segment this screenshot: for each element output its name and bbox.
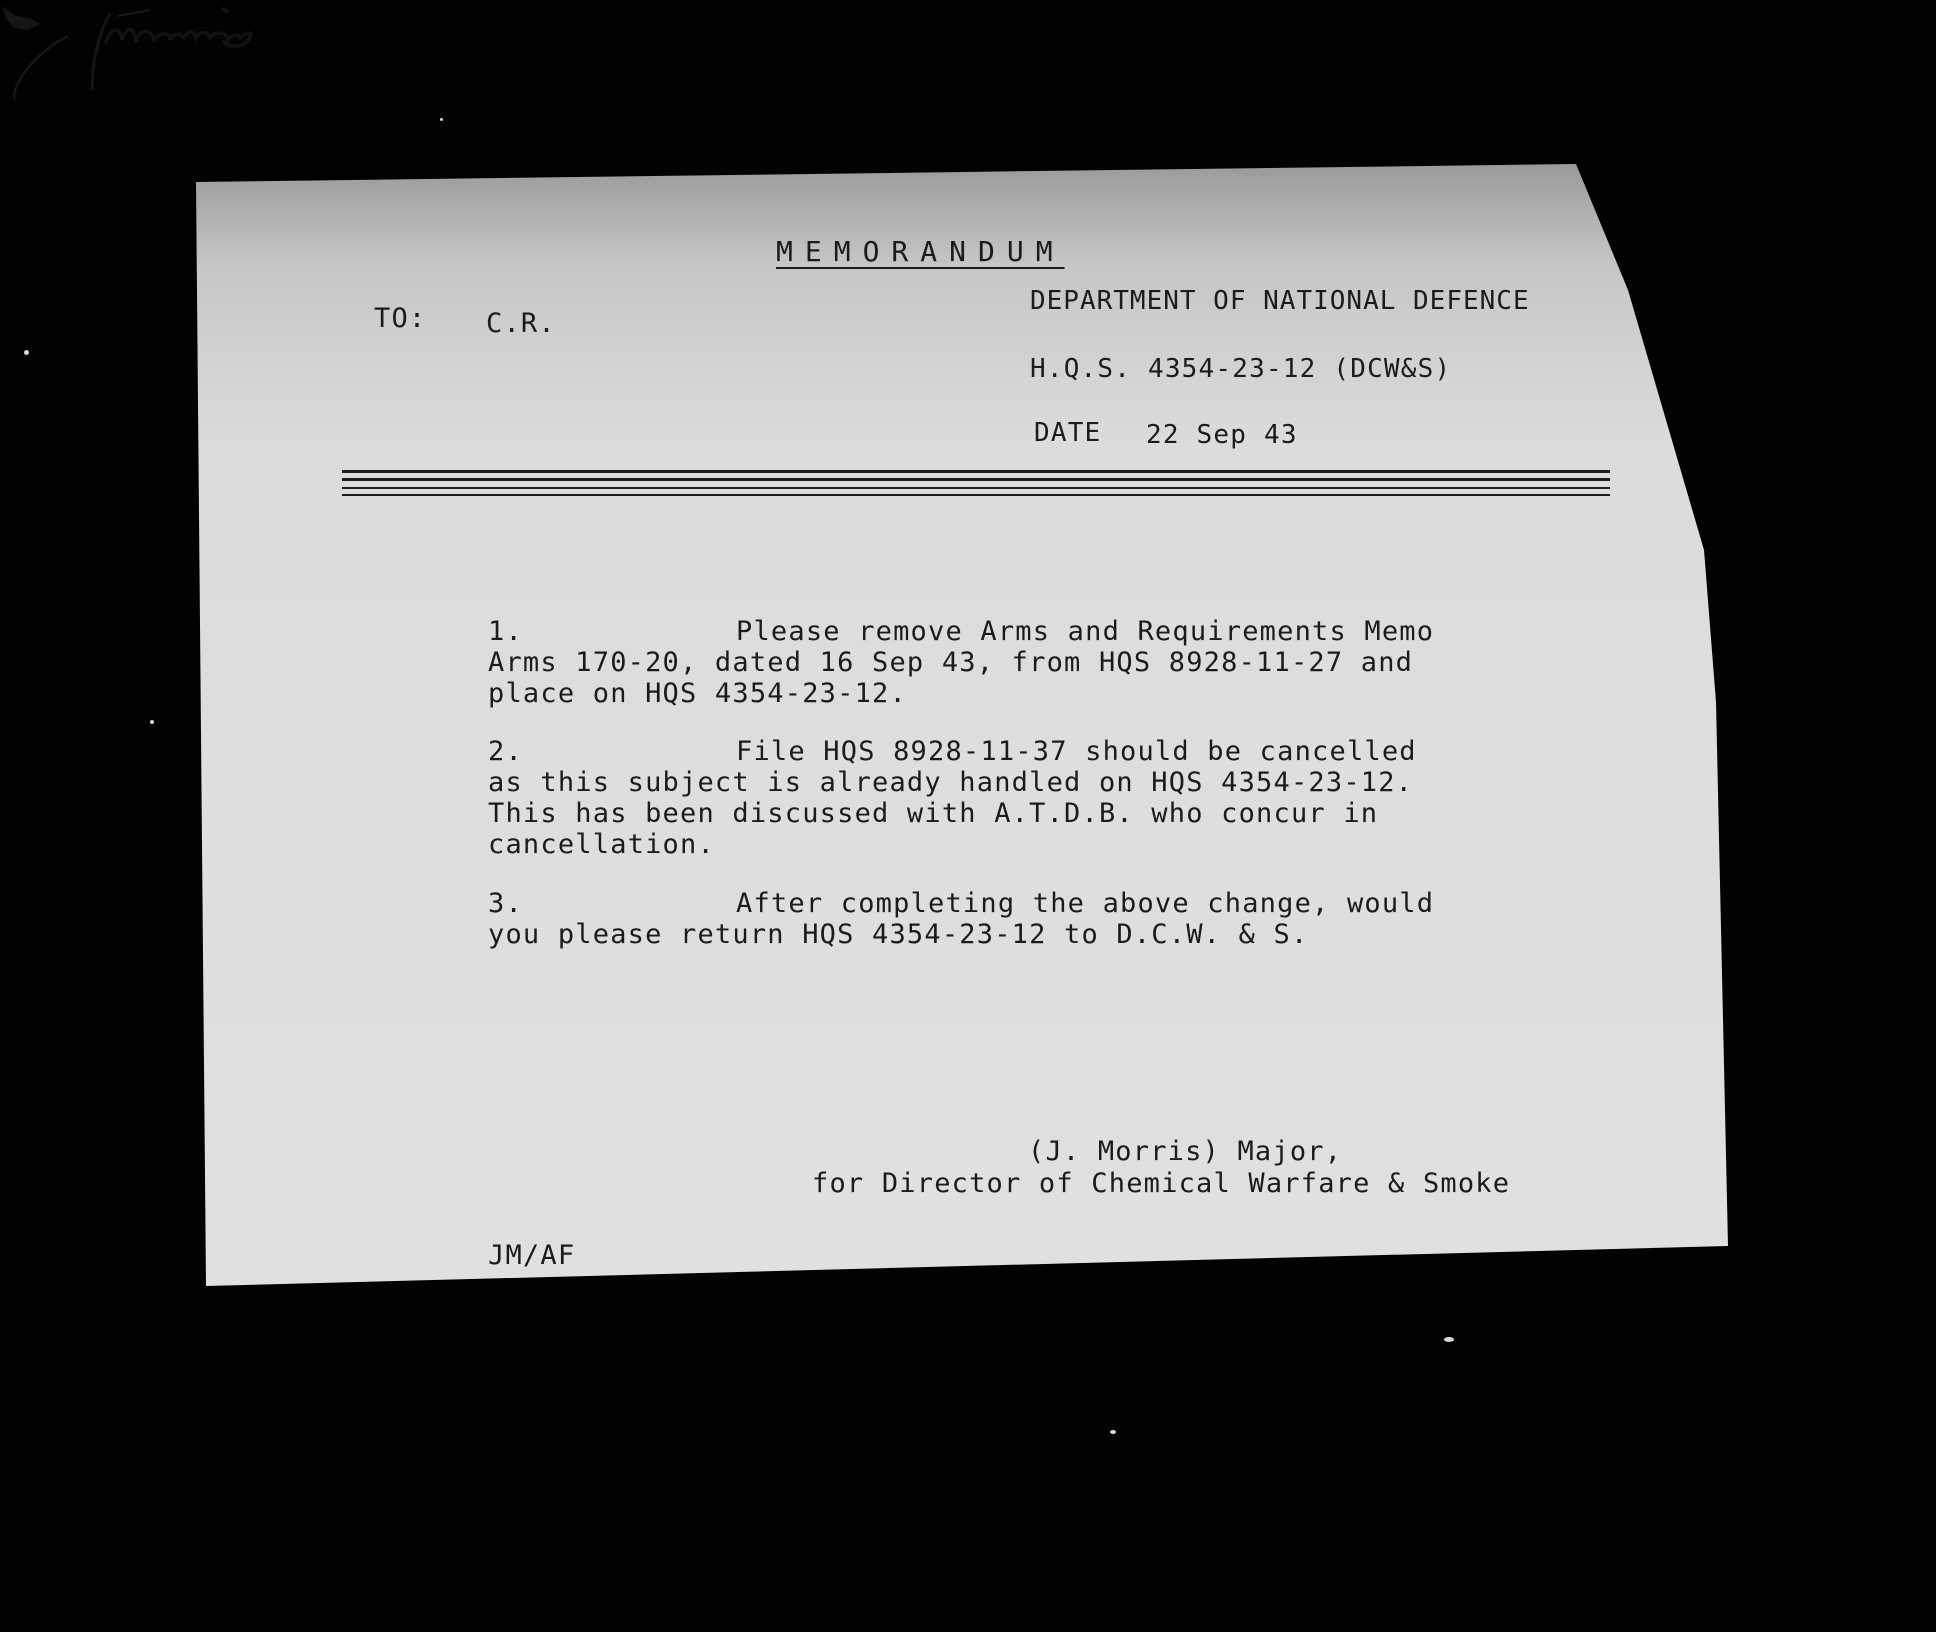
header-divider-rule: [342, 487, 1610, 489]
to-recipient: C.R.: [486, 308, 556, 339]
date-value: 22 Sep 43: [1146, 420, 1298, 450]
paragraph-line: Please remove Arms and Requirements Memo: [736, 616, 1435, 647]
paragraph-line: Arms 170-20, dated 16 Sep 43, from HQS 8928-11-27 and: [488, 647, 1414, 678]
paragraph-number: 1.: [488, 616, 523, 647]
department-name: DEPARTMENT OF NATIONAL DEFENCE: [1030, 286, 1530, 316]
memo-title: MEMORANDUM: [776, 235, 1065, 268]
handwritten-signature: [0, 0, 340, 110]
date-label: DATE: [1034, 418, 1102, 448]
paragraph-line: After completing the above change, would: [736, 888, 1435, 919]
header-divider-rule: [342, 494, 1610, 496]
paragraph-line: place on HQS 4354-23-12.: [488, 678, 907, 709]
header-divider-rule: [342, 470, 1610, 473]
header-divider-rule: [342, 478, 1610, 481]
paragraph-line: This has been discussed with A.T.D.B. who concur in: [488, 798, 1379, 829]
file-reference: H.Q.S. 4354-23-12 (DCW&S): [1030, 354, 1452, 384]
signatory-name: (J. Morris) Major,: [1028, 1136, 1343, 1167]
paragraph-number: 2.: [488, 736, 523, 767]
to-label: TO:: [374, 303, 427, 334]
paragraph-line: as this subject is already handled on HQS 4354-23-12.: [488, 767, 1414, 798]
typist-initials: JM/AF: [488, 1240, 576, 1271]
paragraph-number: 3.: [488, 888, 523, 919]
paragraph-line: cancellation.: [488, 829, 715, 860]
paragraph-line: File HQS 8928-11-37 should be cancelled: [736, 736, 1417, 767]
signatory-title: for Director of Chemical Warfare & Smoke: [812, 1168, 1511, 1199]
paragraph-line: you please return HQS 4354-23-12 to D.C.W. & S.: [488, 919, 1309, 950]
